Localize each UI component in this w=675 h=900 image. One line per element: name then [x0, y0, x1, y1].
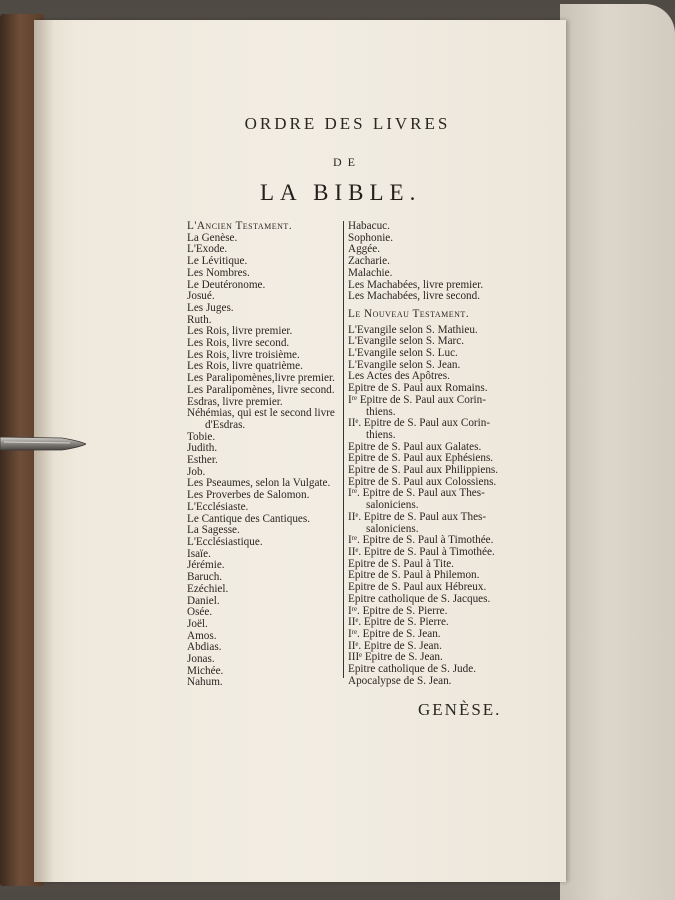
- book-entry: IIᵉ. Epitre de S. Pierre.: [348, 616, 449, 629]
- book-entry: Daniel.: [187, 594, 220, 607]
- book-entry: Osée.: [187, 606, 213, 619]
- book-entry: IIᵉ. Epitre de S. Paul aux Corin-: [348, 417, 491, 430]
- book-entry: Les Paralipomènes,livre premier.: [187, 372, 335, 385]
- book-entry: Jérémie.: [187, 559, 225, 572]
- book-entry: Les Rois, livre second.: [187, 337, 290, 350]
- book-entry: L'Evangile selon S. Marc.: [348, 335, 465, 348]
- book-entry: Epitre de S. Paul à Tite.: [348, 557, 454, 570]
- book-entry: Jonas.: [187, 653, 215, 666]
- book-entry: L'Evangile selon S. Mathieu.: [348, 323, 478, 336]
- book-entry: Les Rois, livre premier.: [187, 325, 293, 338]
- book-entry: Epitre de S. Paul aux Philippiens.: [348, 464, 499, 477]
- left-column: [187, 221, 342, 689]
- book-entry: L'Evangile selon S. Jean.: [348, 358, 461, 371]
- book-entry: Les Pseaumes, selon la Vulgate.: [187, 477, 331, 490]
- book-entry: La Sagesse.: [187, 524, 240, 537]
- book-entry: La Genèse.: [187, 231, 238, 244]
- book-entry: L'Ecclésiaste.: [187, 500, 249, 513]
- book-entry: IIᵉ. Epitre de S. Paul à Timothée.: [348, 545, 495, 558]
- book-entry: Zacharie.: [348, 255, 390, 268]
- book-entry: Esther.: [187, 454, 218, 467]
- book-entry: thiens.: [366, 428, 396, 441]
- book-entry: Baruch.: [187, 571, 223, 584]
- book-entry: Tobie.: [187, 430, 216, 443]
- new-testament-list: [348, 325, 523, 688]
- book-entry: Iʳᵉ. Epitre de S. Jean.: [348, 627, 441, 640]
- book-entry: Epitre de S. Paul aux Ephésiens.: [348, 452, 494, 465]
- facing-page-edge: [560, 4, 675, 900]
- book-entry: Le Deutéronome.: [187, 278, 266, 291]
- book-entry: Ezéchiel.: [187, 582, 229, 595]
- heading-order-of-books: ORDRE DES LIVRES: [244, 114, 451, 133]
- book-entry: Les Machabées, livre second.: [348, 290, 481, 303]
- book-entry: Nahum.: [187, 676, 223, 689]
- book-entry: Iʳᵉ Epitre de S. Paul aux Corin-: [348, 393, 486, 406]
- book-entry: Iʳᵉ. Epitre de S. Pierre.: [348, 604, 448, 617]
- book-entry: Sophonie.: [348, 231, 394, 244]
- book-entry: Epitre de S. Paul à Philemon.: [348, 569, 480, 582]
- book-entry: Epitre de S. Paul aux Galates.: [348, 440, 482, 453]
- book-entry: Les Machabées, livre premier.: [348, 278, 484, 291]
- book-entry: Abdias.: [187, 641, 222, 654]
- book-entry: Les Rois, livre troisième.: [187, 348, 300, 361]
- book-entry: Les Rois, livre quatrième.: [187, 360, 303, 373]
- book-entry: Habacuc.: [348, 220, 390, 232]
- book-entry: L'Exode.: [187, 243, 228, 256]
- book-entry: Malachie.: [348, 266, 393, 279]
- book-entry: Job.: [187, 465, 206, 478]
- book-entry: saloniciens.: [366, 522, 419, 535]
- section-title-new-testament: Le Nouveau Testament.: [348, 307, 470, 320]
- book-entry: Esdras, livre premier.: [187, 395, 283, 408]
- book-entry: Amos.: [187, 629, 217, 642]
- book-entry: Les Paralipomènes, livre second.: [187, 383, 335, 396]
- metal-bookmark: [0, 433, 86, 453]
- book-entry: Michée.: [187, 664, 224, 677]
- book-entry: Aggée.: [348, 243, 380, 256]
- book-entry: IIᵉ. Epitre de S. Jean.: [348, 639, 442, 652]
- book-entry: Epitre de S. Paul aux Colossiens.: [348, 475, 497, 488]
- book-entry: Le Cantique des Cantiques.: [187, 512, 311, 525]
- book-entry: L'Evangile selon S. Luc.: [348, 347, 458, 360]
- book-entry: IIIᵉ Epitre de S. Jean.: [348, 651, 443, 664]
- book-entry: Les Juges.: [187, 301, 234, 314]
- book-entry: Josué.: [187, 290, 215, 303]
- book-entry: Epitre catholique de S. Jude.: [348, 663, 477, 676]
- book-entry: Ruth.: [187, 313, 212, 326]
- book-entry: Le Lévitique.: [187, 255, 248, 268]
- book-entry: thiens.: [366, 405, 396, 418]
- column-divider: [343, 221, 344, 678]
- book-entry: Les Proverbes de Salomon.: [187, 489, 310, 502]
- book-entry: Isaïe.: [187, 547, 211, 560]
- book-entry: Judith.: [187, 442, 218, 455]
- book-entry: Epitre de S. Paul aux Romains.: [348, 382, 488, 395]
- book-entry: d'Esdras.: [205, 418, 246, 431]
- book-entry: saloniciens.: [366, 499, 419, 512]
- old-testament-continued-list: [348, 221, 523, 303]
- book-entry: Iʳᵉ. Epitre de S. Paul à Timothée.: [348, 534, 494, 547]
- right-column: [348, 221, 523, 687]
- book-entry: Epitre de S. Paul aux Hébreux.: [348, 581, 487, 594]
- book-entry: L'Ecclésiastique.: [187, 535, 263, 548]
- section-title-old-testament: L'Ancien Testament.: [187, 220, 293, 232]
- heading-de: DE: [333, 155, 361, 169]
- book-entry: Néhémias, qui est le second livre: [187, 407, 335, 420]
- heading-la-bible: LA BIBLE.: [260, 180, 422, 205]
- book-entry: Les Nombres.: [187, 266, 250, 279]
- book-entry: IIᵉ. Epitre de S. Paul aux Thes-: [348, 510, 487, 523]
- book-entry: Les Actes des Apôtres.: [348, 370, 450, 383]
- catchword: GENÈSE.: [418, 700, 502, 719]
- book-entry: Iʳᵉ. Epitre de S. Paul aux Thes-: [348, 487, 485, 500]
- old-testament-list: [187, 233, 342, 689]
- book-entry: Apocalypse de S. Jean.: [348, 674, 452, 687]
- book-entry: Epitre catholique de S. Jacques.: [348, 592, 491, 605]
- book-entry: Joël.: [187, 617, 208, 630]
